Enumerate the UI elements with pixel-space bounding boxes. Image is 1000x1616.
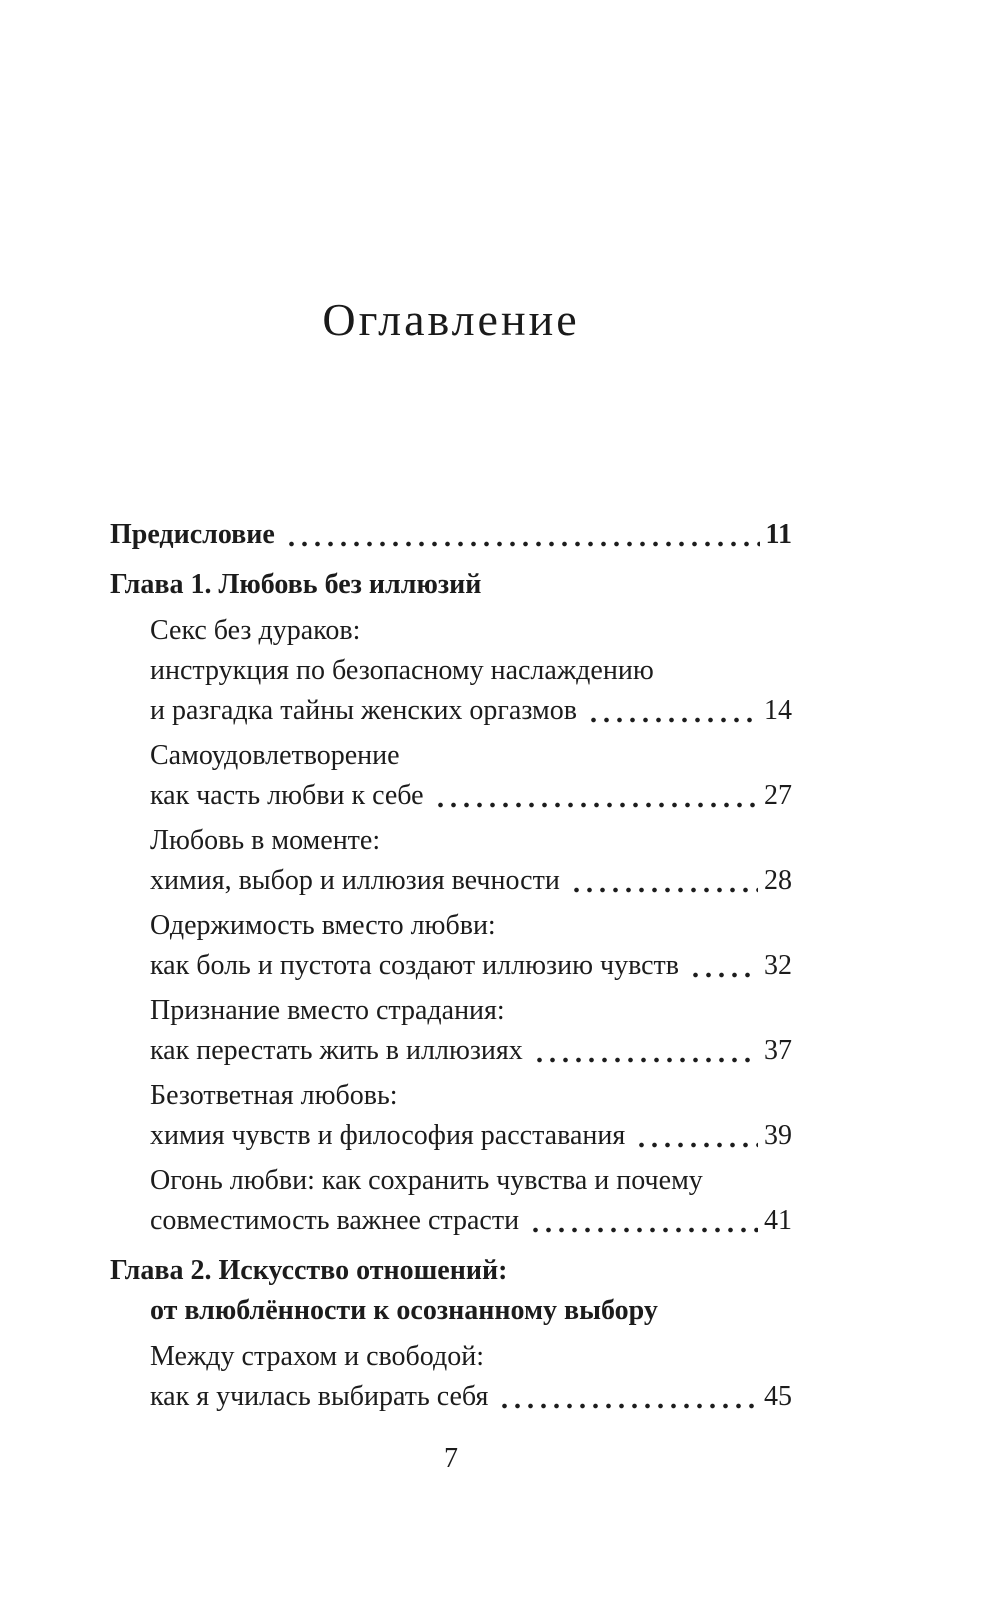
toc-line-text: Глава 1. Любовь без иллюзий (110, 569, 482, 601)
toc-line (150, 651, 792, 691)
toc-line (150, 991, 792, 1031)
toc-line-text: от влюблённости к осознанному выбору (150, 1295, 658, 1327)
dot-leader (531, 1031, 758, 1071)
dot-leader (283, 515, 760, 555)
toc-item-entry (150, 1337, 792, 1417)
toc-line (150, 821, 792, 861)
toc-line-text: химия чувств и философия расставания (150, 1120, 626, 1152)
toc-line-text: Любовь в моменте: (150, 825, 381, 857)
toc-line (150, 1291, 792, 1331)
toc-line-text: Огонь любви: как сохранить чувства и почему (150, 1165, 703, 1197)
dot-leader (633, 1116, 758, 1156)
toc-line-text: Секс без дураков: (150, 615, 361, 647)
toc-chapter-entry (110, 515, 792, 555)
toc-page-number: 27 (764, 780, 792, 812)
toc-line-text: Безответная любовь: (150, 1080, 398, 1112)
toc-line (150, 1031, 792, 1071)
toc-page-number: 41 (764, 1205, 792, 1237)
toc-line-text: инструкция по безопасному наслаждению (150, 655, 654, 687)
dot-leader (496, 1377, 758, 1417)
toc-line (110, 565, 792, 605)
toc-line (150, 691, 792, 731)
page-title: Оглавление (322, 294, 580, 345)
dot-leader (568, 861, 758, 901)
toc-line (150, 611, 792, 651)
toc-line-text: Самоудовлетворение (150, 740, 400, 772)
toc-line-text: Между страхом и свободой: (150, 1341, 484, 1373)
toc-line (150, 1161, 792, 1201)
toc-item-entry (150, 906, 792, 986)
dot-leader (687, 946, 758, 986)
toc-line-text: Глава 2. Искусство отношений: (110, 1255, 508, 1287)
toc-chapter-entry (110, 1251, 792, 1331)
toc-line-text: Предисловие (110, 519, 275, 551)
toc-line-text: как я училась выбирать себя (150, 1381, 489, 1413)
toc-line-text: как перестать жить в иллюзиях (150, 1035, 523, 1067)
toc-page-number: 37 (764, 1035, 792, 1067)
toc-line-text: как часть любви к себе (150, 780, 424, 812)
toc-chapter-entry (110, 565, 792, 605)
folio-page-number: 7 (444, 1443, 458, 1475)
toc-page-number: 32 (764, 950, 792, 982)
toc-item-entry (150, 821, 792, 901)
toc-page-number: 11 (765, 519, 792, 551)
toc-page-number: 45 (764, 1381, 792, 1413)
toc-line (150, 1377, 792, 1417)
toc-line (110, 515, 792, 555)
toc-line (150, 861, 792, 901)
toc-item-entry (150, 1076, 792, 1156)
toc-item-entry (150, 1161, 792, 1241)
toc-line (150, 946, 792, 986)
toc-line (150, 1076, 792, 1116)
toc-line (150, 1201, 792, 1241)
toc-line-text: химия, выбор и иллюзия вечности (150, 865, 560, 897)
dot-leader (432, 776, 758, 816)
toc-item-entry (150, 611, 792, 731)
dot-leader (527, 1201, 758, 1241)
toc-line (150, 1337, 792, 1377)
toc-item-entry (150, 736, 792, 816)
toc-page-number: 28 (764, 865, 792, 897)
toc-line (150, 776, 792, 816)
toc-item-entry (150, 991, 792, 1071)
dot-leader (585, 691, 758, 731)
toc-line-text: как боль и пустота создают иллюзию чувств (150, 950, 680, 982)
toc-page-number: 14 (764, 695, 792, 727)
toc-entries (110, 515, 792, 1417)
toc-line (150, 736, 792, 776)
toc-line (150, 906, 792, 946)
toc-line-text: совместимость важнее страсти (150, 1205, 520, 1237)
toc-line-text: Одержимость вместо любви: (150, 910, 496, 942)
toc-line (150, 1116, 792, 1156)
toc-line (110, 1251, 792, 1291)
toc-line-text: Признание вместо страдания: (150, 995, 505, 1027)
toc-page-number: 39 (764, 1120, 792, 1152)
toc-line-text: и разгадка тайны женских оргазмов (150, 695, 577, 727)
